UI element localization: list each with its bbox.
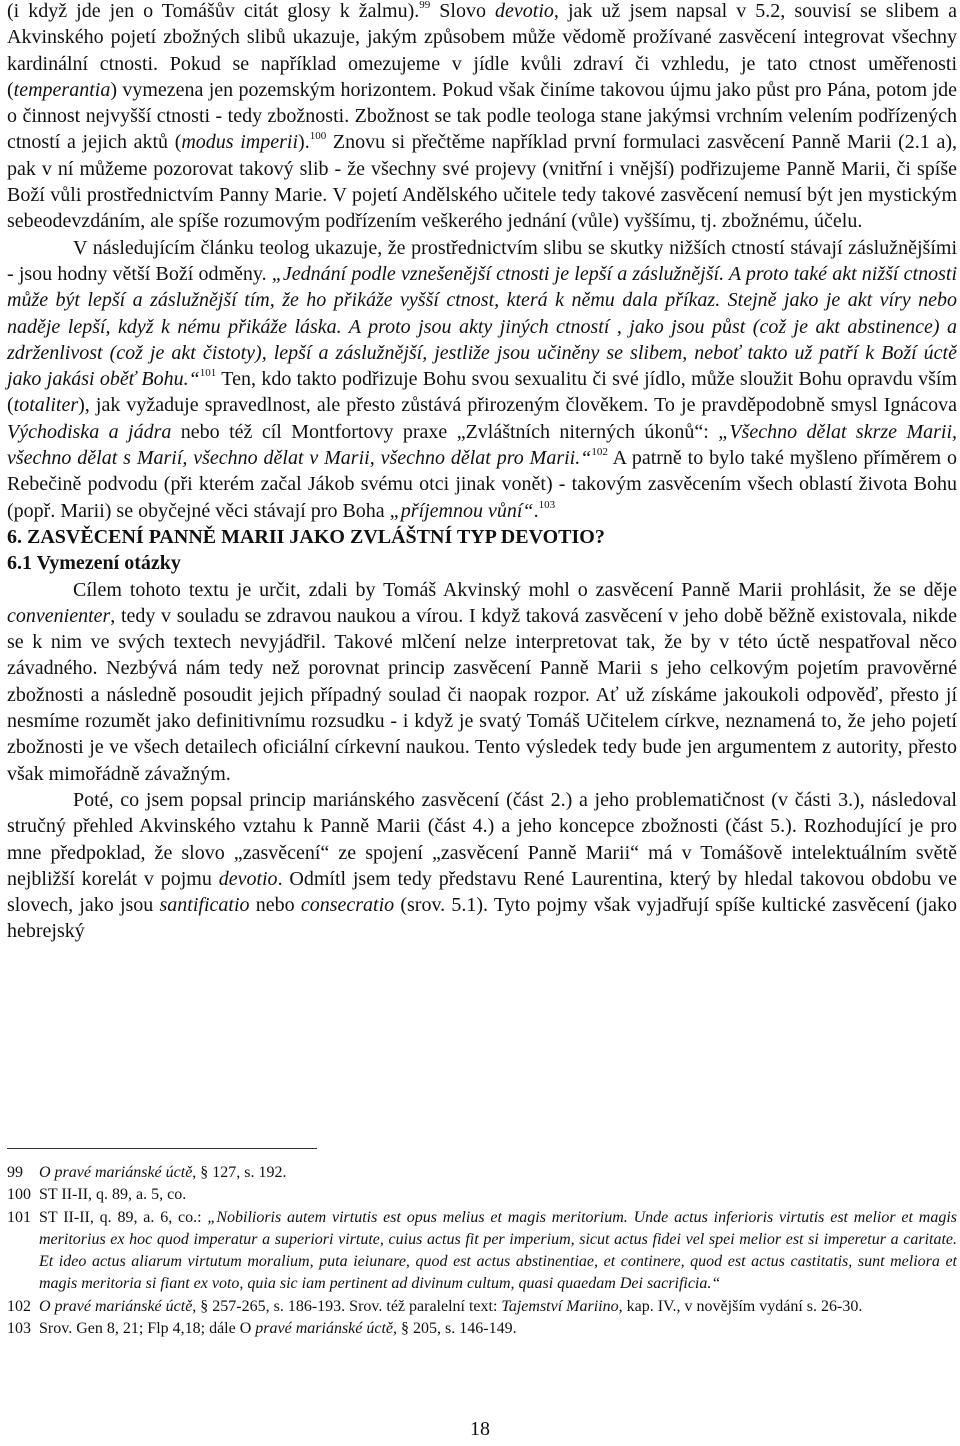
- footnote-number: 99: [7, 1164, 23, 1181]
- footnote: [7, 1184, 957, 1206]
- footnote-number: 103: [7, 1320, 31, 1338]
- text-run: ) vymezena jen pozemským horizontem. Pokud však činíme takovou újmu jako půst pro Pána, potom jde o činnost nejvyšší ctnosti - tedy zbožnosti. Zbožnost se tak podle teologa stane jakýmsi vrchním velením podřízených ctností a jejich aktů (: [7, 78, 957, 154]
- main-text: [7, 0, 957, 945]
- text-run: , § 205, s. 146-149.: [393, 1320, 517, 1338]
- italic-text: „Všechno dělat skrze Marii, všechno dělat s Marií, všechno dělat v Marii, všechno dělat pro Marii.“: [7, 420, 958, 470]
- italic-text: Východiska a jádra: [7, 420, 172, 443]
- text-run: (i když jde jen o Tomášův citát glosy k žalmu).: [7, 0, 420, 22]
- paragraph: [7, 0, 957, 235]
- text-run: nebo: [249, 894, 301, 917]
- footnote-ref: 103: [538, 498, 556, 511]
- text-run: , § 127, s. 192.: [192, 1164, 287, 1181]
- text-run: ), jak vyžaduje spravedlnost, ale přesto zůstává přirozeným člověkem. To je pravděpodobně smysl Ignácova: [78, 394, 957, 417]
- italic-text: Tajemství Mariino: [501, 1297, 619, 1315]
- footnote-ref: 99: [419, 0, 431, 11]
- footnote-number: 102: [7, 1297, 31, 1315]
- italic-text: consecratio: [300, 894, 395, 917]
- text-run: Znovu si přečtěme například první formulaci zasvěcení Panně Marii (2.1 a), pak v ní můžeme pozorovat takový slib - že všechny své projevy (vnitřní i vnější) podřizujeme Panně Marii, či spíše Boží vůli prostřednictvím Panny Marie. V pojetí Andělského učitele tedy takové zasvěcení nemusí být jen mystickým sebeodevzdáním, ale spíše rozumovým podřízením veškerého jednání (vůle) vyššímu, tj. zbožnému, účelu.: [7, 131, 958, 233]
- footnote-ref: 100: [309, 130, 327, 143]
- footnote: [7, 1207, 957, 1296]
- text-run: nebo též cíl Montfortovy praxe „Zvláštních niterných úkonů“:: [171, 420, 719, 443]
- subsection-heading: 6.1 Vymezení otázky: [7, 552, 181, 575]
- footnote: [7, 1162, 957, 1184]
- paragraph: [7, 235, 957, 524]
- footnote-text: [39, 1162, 957, 1184]
- footnote-separator: [7, 1148, 317, 1149]
- text-run: Ten, kdo takto podřizuje Bohu svou sexualitu či své jídlo, může sloužit Bohu opravdu vším (: [7, 368, 957, 417]
- text-run: ST II-II, q. 89, a. 6, co.:: [39, 1208, 208, 1226]
- text-run: Poté, co jsem popsal princip mariánského zasvěcení (část 2.) a jeho problematičnost (v části 3.), následoval stručný přehled Akvinského vztahu k Panně Marii (část 4.) a jeho koncepce zbožnosti (část 5.). Rozhodující je pro mne předpoklad, že slovo „zasvěcení“ ze spojení „zasvěcení Panně Marii“ má v Tomášově intelektuálním světě nejbližší korelát v pojmu: [7, 788, 957, 890]
- paragraph: [7, 787, 957, 945]
- section-heading: 6. ZASVĚCENÍ PANNĚ MARII JAKO ZVLÁŠTNÍ TYP DEVOTIO?: [7, 525, 605, 548]
- paragraph: [7, 577, 957, 787]
- footnote-ref: 102: [591, 446, 608, 459]
- italic-text: „Jednání podle vznešenější ctnosti je lepší a záslužnější. A proto také akt nižší ctnosti může být lepší a záslužnější tím, že ho přikáže vyšší ctnost, která k němu dala příkaz. Stejně jako je akt víry nebo naděje lepší, když k nému přikáže láska. A proto jsou akty jiných ctností , jako jsou půst (což je akt abstinence) a zdrženlivost (což je akt čistoty), lepší a záslužnější, jestliže jsou učiněny se slibem, neboť takto už patří k Boží úctě jako jakási oběť Bohu.“: [7, 262, 957, 391]
- italic-text: pravé mariánské úctě: [255, 1320, 394, 1338]
- italic-text: totaliter: [13, 394, 79, 417]
- footnote: [7, 1296, 957, 1318]
- footnote-ref: 101: [199, 367, 217, 380]
- text-run: Srov. Gen 8, 21; Flp 4,18; dále O: [39, 1320, 256, 1338]
- italic-text: devotio: [495, 0, 554, 22]
- text-run: (srov. 5.1). Tyto pojmy však vyjadřují spíše kultické zasvěcení (jako hebrejský: [7, 894, 957, 943]
- text-run: . Odmítl jsem tedy představu René Laurentina, který by hledal takovou obdobu ve slovech, jako jsou: [7, 867, 957, 917]
- text-run: , § 257-265, s. 186-193. Srov. též paralelní text:: [192, 1297, 502, 1315]
- italic-text: santificatio: [159, 894, 250, 917]
- text-run: V následujícím článku teolog ukazuje, že prostřednictvím slibu se skutky nižších ctností stávají záslužnějšími - jsou hodny větší Boží odměny.: [7, 236, 957, 285]
- text-run: ).: [298, 131, 310, 154]
- footnote-text: [39, 1296, 957, 1318]
- footnote-text: [39, 1318, 957, 1340]
- footnote: [7, 1318, 957, 1340]
- text-run: , kap. IV., v novějším vydání s. 26-30.: [618, 1297, 863, 1315]
- italic-text: O pravé mariánské úctě: [39, 1297, 193, 1315]
- footnotes: [7, 1162, 957, 1340]
- footnote-text: [39, 1207, 957, 1296]
- footnote-number: 101: [7, 1208, 31, 1226]
- text-run: , jak už jsem napsal v 5.2, souvisí se slibem a Akvinského pojetí zbožných slibů ukazuje, jakým způsobem může vědomě prožívané zasvěcení integrovat všechny kardinální ctnosti. Pokud se například omezujeme v jídle kvůli zdraví či vzhledu, je tato ctnost uměřenosti (: [7, 0, 957, 101]
- italic-text: temperantia: [13, 78, 111, 101]
- italic-text: O pravé mariánské úctě: [39, 1164, 193, 1181]
- text-run: ST II-II, q. 89, a. 5, co.: [39, 1186, 187, 1204]
- text-run: , tedy v souladu se zdravou naukou a vírou. I když taková zasvěcení v jeho době běžně existovala, nikde se k nim ve svých textech nevyjádřil. Takové mlčení nelze interpretovat tak, že by v této úctě nespatřoval něco závadného. Nezbývá nám tedy než porovnat princip zasvěcení Panně Marii s jeho celkovým pojetím pravověrné zbožnosti a následně posoudit jejich případný soulad či naopak rozpor. Ať už získáme jakoukoli odpověď, přesto jí nesmíme rozumět jako definitivnímu rozsudku - i když je svatý Tomáš Učitelem církve, neznamená to, že jeho pojetí zbožnosti je ve všech detailech oficiální církevní naukou. Tento výsledek tedy bude jen argumentem z autority, přesto však mimořádně závažným.: [7, 604, 957, 785]
- text-run: A patrně to bylo také myšleno příměrem o Rebečině podvodu (při kterém začal Jákob svému otci jinak vonět) - takovým zasvěcením všech oblastí života Bohu (popř. Marii) se obyčejné věci stávají pro Boha: [7, 447, 957, 522]
- italic-text: convenienter: [7, 604, 111, 627]
- text-run: .: [533, 499, 539, 522]
- text-run: Cílem tohoto textu je určit, zdali by Tomáš Akvinský mohl o zasvěcení Panně Marii prohlásit, že se děje: [73, 578, 957, 601]
- italic-text: „Nobilioris autem virtutis est opus melius et magis meritorium. Unde actus inferioris virtutis est melior et magis meritorius ex hoc quod imperatur a superiori virtute, cuius actus fit per imperium, sicut actus fidei vel spei melior est si imperetur a caritate. Et ideo actus aliarum virtutum moralium, puta ieiunare, quod est actus abstinentiae, et continere, quod est actus castitatis, sunt meliora et magis meritoria si fiant ex voto, quia sic iam pertinent ad divinum cultum, quasi quaedam Dei sacrificia.“: [39, 1208, 958, 1293]
- italic-text: modus imperii: [181, 131, 299, 154]
- italic-text: devotio: [218, 867, 278, 890]
- text-run: Slovo: [430, 0, 496, 22]
- page-number: 18: [470, 1418, 490, 1440]
- footnote-number: 100: [7, 1186, 31, 1204]
- footnote-text: [39, 1184, 957, 1206]
- italic-text: „příjemnou vůní“: [389, 499, 534, 522]
